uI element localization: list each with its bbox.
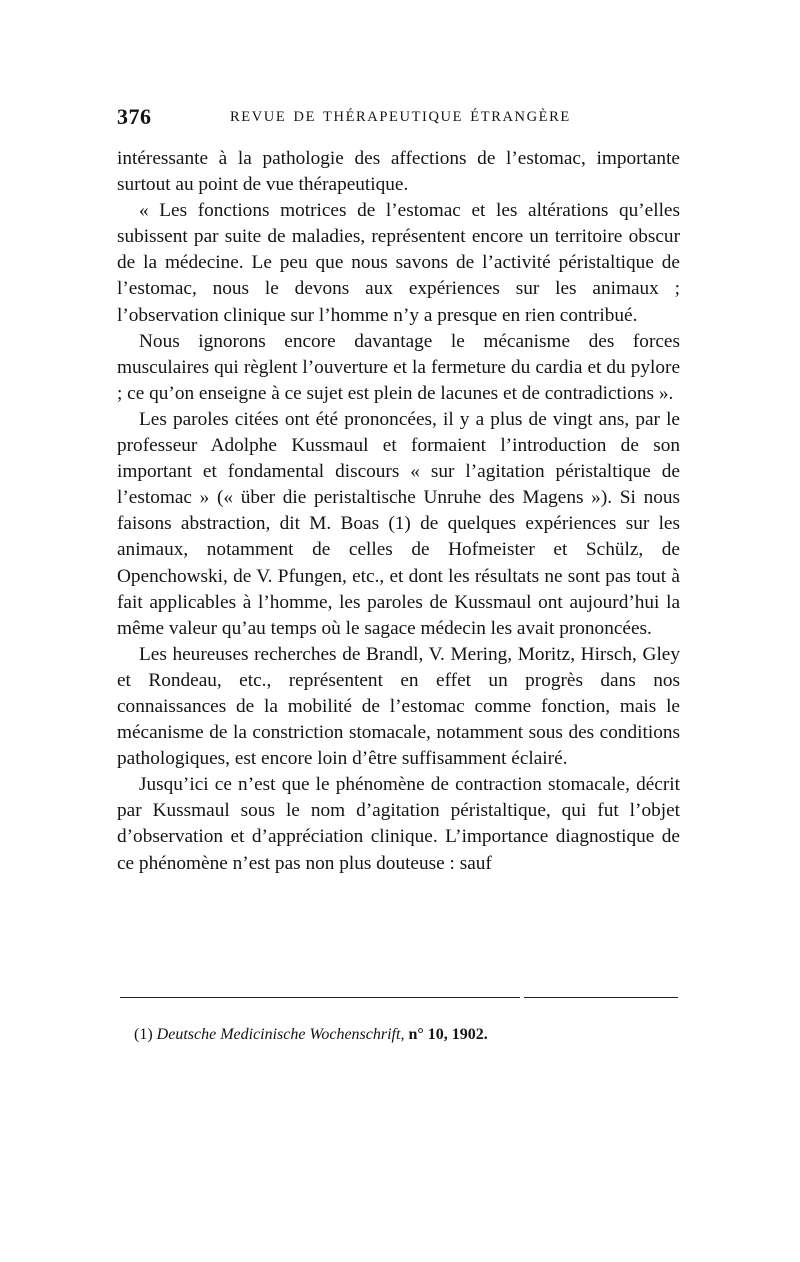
footnote xyxy=(134,1025,488,1045)
footnote-separator xyxy=(120,997,520,998)
running-title: REVUE DE THÉRAPEUTIQUE ÉTRANGÈRE xyxy=(230,109,571,125)
paragraph: Les paroles citées ont été prononcées, il y a plus de vingt ans, par le professeur Adolphe Kussmaul et formaient l’introduction de son important et fondamental discours « sur l’agitation péristaltique de l’estomac » (« über die peristaltische Unruhe des Magens »). Si nous faisons abstraction, dit M. Boas (1) de quelques expériences sur les animaux, notamment de celles de Hofmeister et Schülz, de Openchowski, de V. Pfungen, etc., et dont les résultats ne sont pas tout à fait applicables à l’homme, les paroles de Kussmaul ont aujourd’hui la même valeur qu’au temps où le sagace médecin les avait prononcées. xyxy=(117,408,680,639)
footnote-marker: (1) xyxy=(134,1026,153,1043)
footnote-separator-short xyxy=(524,997,678,998)
paragraph: intéressante à la pathologie des affections de l’estomac, importante surtout au point de vue thérapeutique. xyxy=(117,148,680,196)
page-number: 376 xyxy=(117,104,152,129)
body-text xyxy=(117,146,680,877)
paragraph: Jusqu’ici ce n’est que le phénomène de contraction stomacale, décrit par Kussmaul sous le nom d’agitation péristaltique, qui fut l’objet d’observation et d’appréciation clinique. L’importance diagnostique de ce phénomène n’est pas non plus douteuse : sauf xyxy=(117,774,680,874)
paragraph: « Les fonctions motrices de l’estomac et les altérations qu’elles subissent par suite de maladies, représentent encore un territoire obscur de la médecine. Le peu que nous savons de l’activité péristaltique de l’estomac, nous le devons aux expériences sur les animaux ; l’observation clinique sur l’homme n’y a presque en rien contribué. xyxy=(117,200,680,326)
page-header xyxy=(117,104,680,134)
paragraph: Les heureuses recherches de Brandl, V. Mering, Moritz, Hirsch, Gley et Rondeau, etc., représentent en effet un progrès dans nos connaissances de la mobilité de l’estomac comme fonction, mais le mécanisme de la constriction stomacale, notamment sous des conditions pathologiques, est encore loin d’être suffisamment éclairé. xyxy=(117,643,680,770)
paragraph: Nous ignorons encore davantage le mécanisme des forces musculaires qui règlent l’ouverture et la fermeture du cardia et du pylore ; ce qu’on enseigne à ce sujet est plein de lacunes et de contradictions ». xyxy=(117,330,680,404)
footnote-source: Deutsche Medicinische Wochenschrift, xyxy=(156,1026,405,1043)
footnote-issue: n° 10, 1902. xyxy=(408,1026,488,1043)
